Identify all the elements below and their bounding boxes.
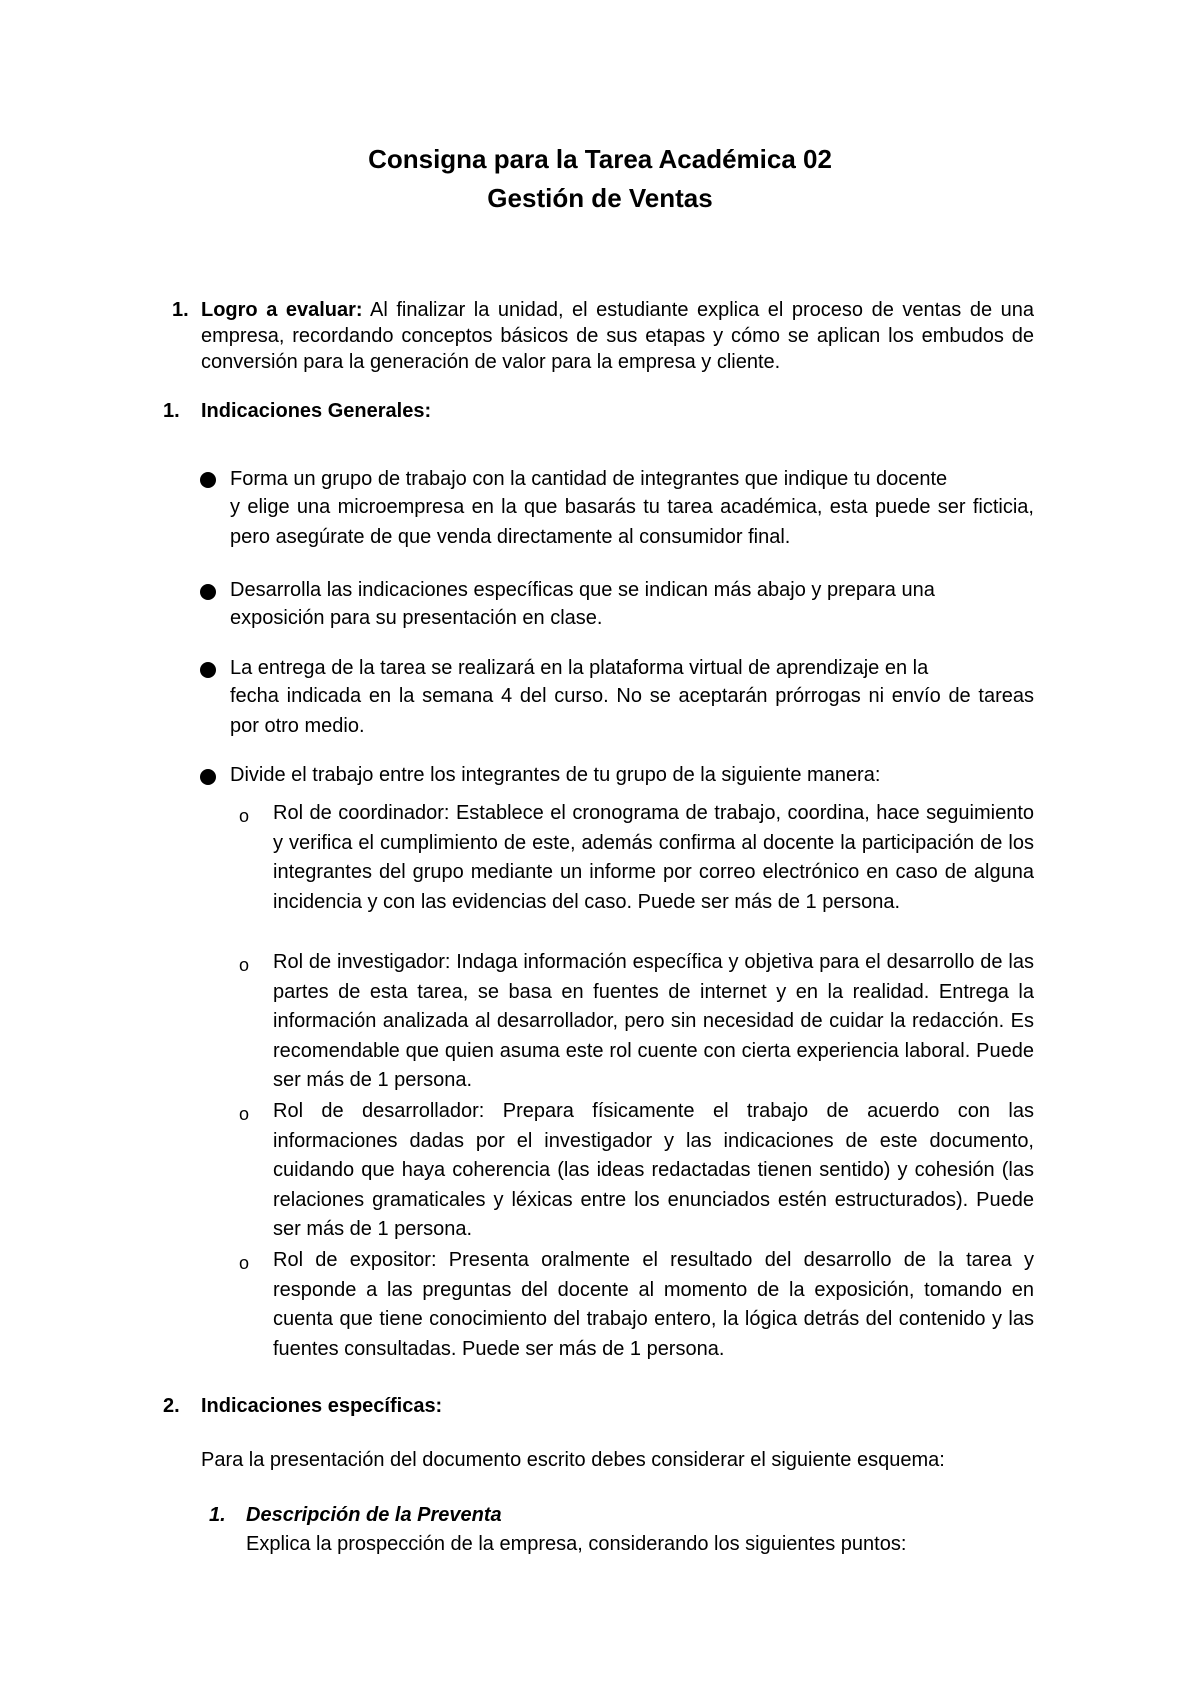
especificas-intro: Para la presentación del documento escrito debes considerar el siguiente esquema: <box>201 1449 945 1471</box>
logro-text: Al finalizar la unidad, el estudiante explica el proceso de ventas de una empresa, recordando conceptos básicos de sus etapas y cómo se aplican los embudos de conversión para la generación de valor para la empresa y cliente. <box>201 299 1034 373</box>
bullet-item-2: Desarrolla las indicaciones específicas que se indican más abajo y prepara una exposición para su presentación en clase. <box>230 579 935 629</box>
role-investigador: Rol de investigador: Indaga información específica y objetiva para el desarrollo de las partes de esta tarea, se basa en fuentes de internet y en la realidad. Entrega la información analizada al desarrollador, pero sin necesidad de cuidar la redacción. Es recomendable que quien asuma este rol cuente con cierta experiencia laboral. Puede ser más de 1 persona. <box>273 951 1034 1091</box>
sub-bullet-marker: o <box>239 955 250 975</box>
especificas-heading: Indicaciones específicas: <box>201 1395 443 1417</box>
item-number-preventa: 1. <box>209 1504 226 1526</box>
generales-heading: Indicaciones Generales: <box>201 400 432 422</box>
section-number-generales: 1. <box>163 400 180 422</box>
document-subtitle: Gestión de Ventas <box>487 183 713 213</box>
bullet-dot <box>200 584 216 600</box>
section-number-especificas: 2. <box>163 1395 180 1417</box>
document-title: Consigna para la Tarea Académica 02 <box>368 144 832 174</box>
bullet-dot <box>200 472 216 488</box>
preventa-heading: Descripción de la Preventa <box>246 1504 502 1526</box>
role-expositor: Rol de expositor: Presenta oralmente el resultado del desarrollo de la tarea y responde a las preguntas del docente al momento de la exposición, tomando en cuenta que tiene conocimiento del trabajo entero, la lógica detrás del contenido y las fuentes consultadas. Puede ser más de 1 persona. <box>273 1249 1034 1360</box>
logro-label: Logro a evaluar: <box>201 299 363 321</box>
bullet-item-4: Divide el trabajo entre los integrantes de tu grupo de la siguiente manera: <box>230 764 881 786</box>
bullet-item-3: La entrega de la tarea se realizará en la plataforma virtual de aprendizaje en la fecha indicada en la semana 4 del curso. No se aceptarán prórrogas ni envío de tareas por otro medio. <box>230 657 1034 737</box>
bullet-dot <box>200 769 216 785</box>
sub-bullet-marker: o <box>239 1104 250 1124</box>
preventa-text: Explica la prospección de la empresa, considerando los siguientes puntos: <box>246 1533 907 1555</box>
bullet-dot <box>200 662 216 678</box>
section-number-logro: 1. <box>172 299 189 321</box>
bullet-item-1: Forma un grupo de trabajo con la cantidad de integrantes que indique tu docente y elige una microempresa en la que basarás tu tarea académica, esta puede ser ficticia, pero asegúrate de que venda directamente al consumidor final. <box>230 468 1034 548</box>
role-desarrollador: Rol de desarrollador: Prepara físicamente el trabajo de acuerdo con las informaciones dadas por el investigador y las indicaciones de este documento, cuidando que haya coherencia (las ideas redactadas tienen sentido) y cohesión (las relaciones gramaticales y léxicas entre los enunciados estén estructurados). Puede ser más de 1 persona. <box>273 1100 1034 1240</box>
role-coordinador: Rol de coordinador: Establece el cronograma de trabajo, coordina, hace seguimiento y verifica el cumplimiento de este, además confirma al docente la participación de los integrantes del grupo mediante un informe por correo electrónico en caso de alguna incidencia y con las evidencias del caso. Puede ser más de 1 persona. <box>273 802 1034 913</box>
sub-bullet-marker: o <box>239 806 250 826</box>
logro-paragraph <box>201 297 1034 375</box>
sub-bullet-marker: o <box>239 1253 250 1273</box>
